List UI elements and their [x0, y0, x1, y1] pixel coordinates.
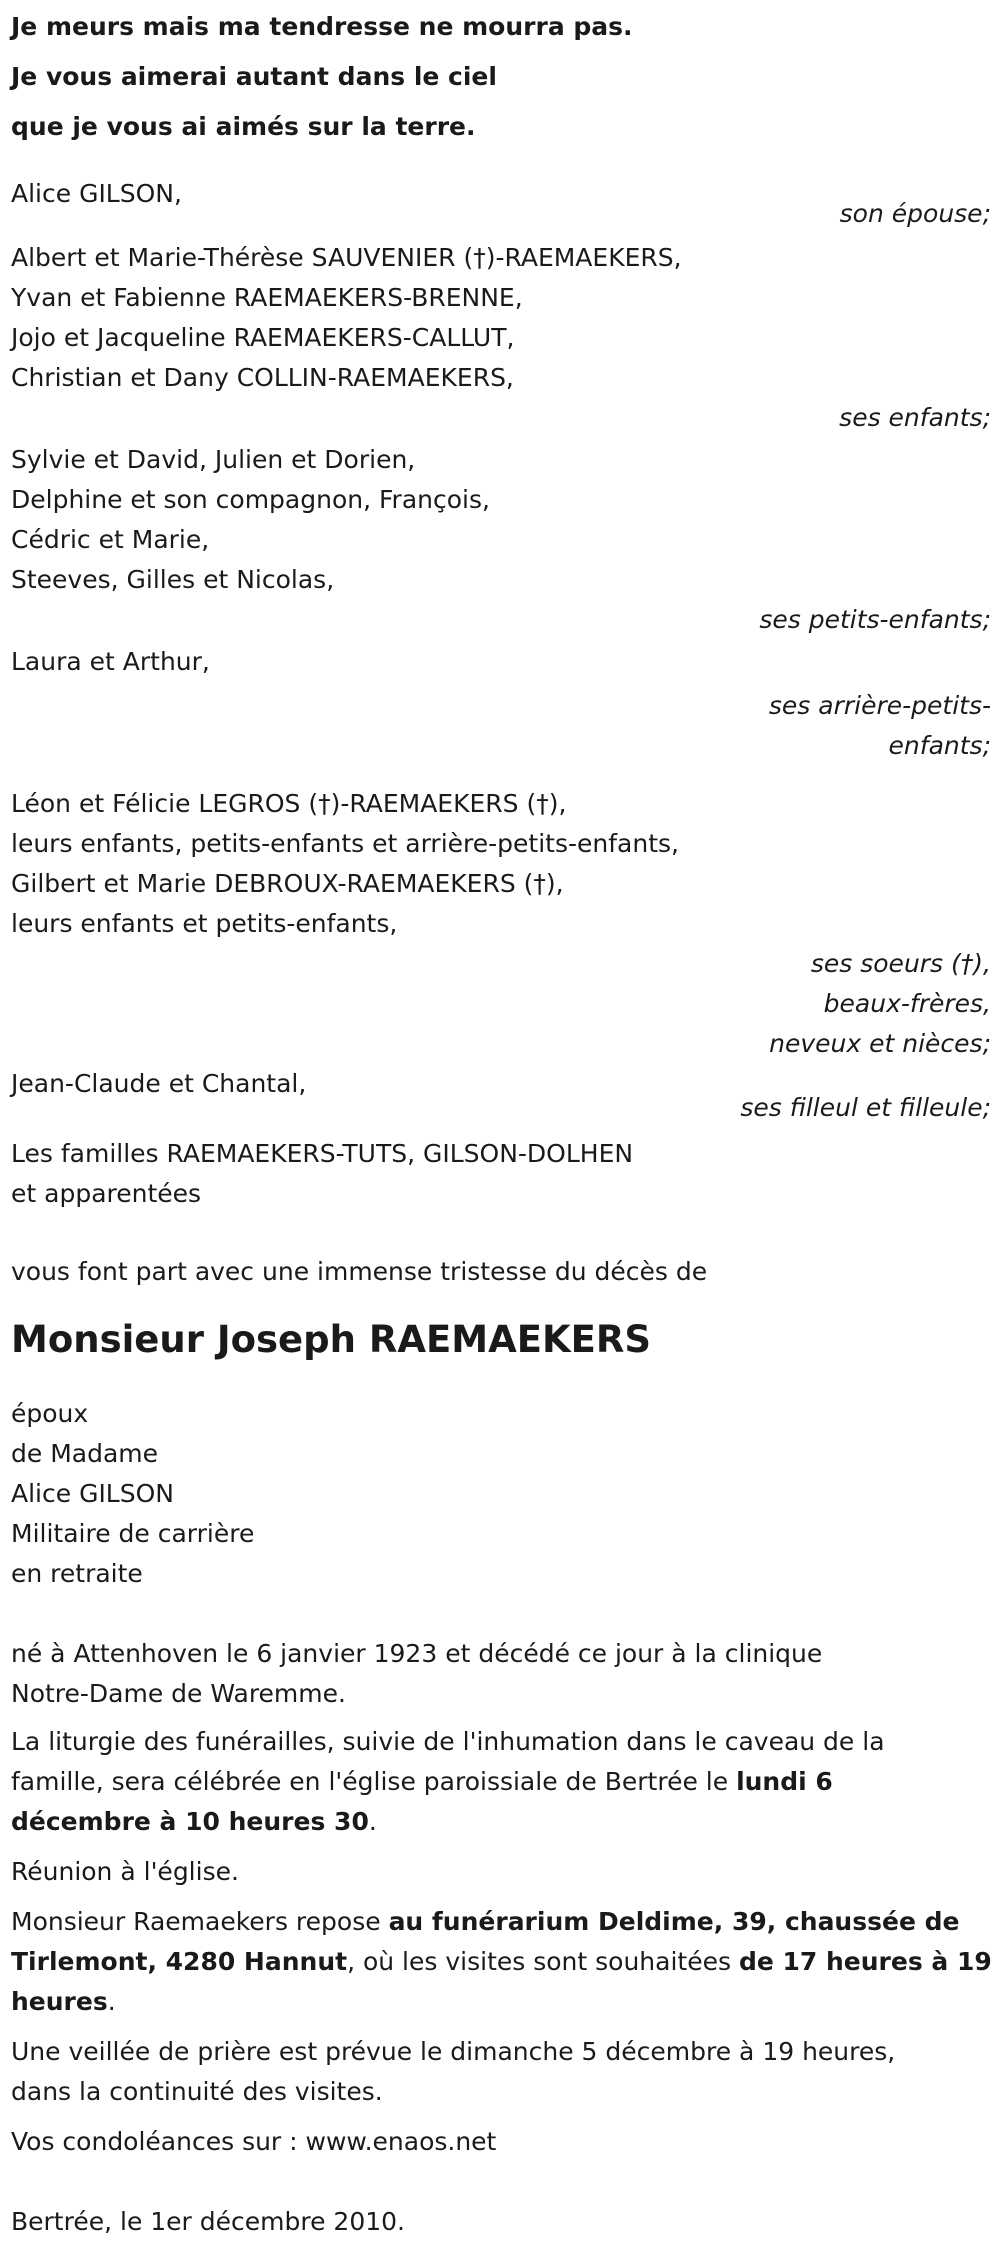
sibling-line: leurs enfants et petits-enfants, [11, 909, 398, 938]
liturgy-text: . [368, 1807, 377, 1836]
repose-line [11, 1982, 991, 2022]
sibling-line: Léon et Félicie LEGROS (†)-RAEMAEKERS (†), [11, 789, 567, 818]
siblings-block [11, 784, 991, 1064]
announce-text: vous font part avec une immense tristesse du décès de [11, 1257, 708, 1286]
families-line: et apparentées [11, 1179, 202, 1208]
meeting-text: Réunion à l'église. [11, 1857, 239, 1886]
deceased-info [11, 1394, 991, 1594]
repose-text: Monsieur Raemaekers repose [11, 1907, 389, 1936]
condolences-text: Vos condoléances sur : www.enaos.net [11, 2127, 497, 2156]
families-block [11, 1134, 991, 1214]
grandchildren-block [11, 440, 991, 640]
children-block [11, 238, 991, 438]
repose-hours-bold: heures [11, 1987, 108, 2016]
child-line: Jojo et Jacqueline RAEMAEKERS-CALLUT, [11, 323, 515, 352]
great-grandchildren-block [11, 642, 991, 766]
child-line: Christian et Dany COLLIN-RAEMAEKERS, [11, 363, 514, 392]
children-role: ses enfants; [839, 403, 991, 432]
grandchild-line: Cédric et Marie, [11, 525, 210, 554]
spouse-role: son épouse; [839, 199, 991, 228]
grandchild-line: Delphine et son compagnon, François, [11, 485, 490, 514]
repose-place-bold: Tirlemont, 4280 Hannut [11, 1947, 348, 1976]
info-line: en retraite [11, 1559, 143, 1588]
sibling-line: Gilbert et Marie DEBROUX-RAEMAEKERS (†), [11, 869, 564, 898]
godchildren-block [11, 1064, 991, 1128]
godchildren-role: ses filleul et filleule; [740, 1093, 991, 1122]
sibling-line: leurs enfants, petits-enfants et arrière-petits-enfants, [11, 829, 679, 858]
vigil-paragraph [11, 2032, 991, 2112]
repose-text: , où les visites sont souhaitées [347, 1947, 739, 1976]
poem-line: Je meurs mais ma tendresse ne mourra pas. [11, 12, 633, 41]
spouse-block [11, 174, 991, 234]
repose-line [11, 1942, 991, 1982]
spouse-name: Alice GILSON, [11, 179, 182, 208]
repose-line [11, 1902, 991, 1942]
liturgy-paragraph [11, 1722, 991, 1842]
repose-paragraph [11, 1902, 991, 2022]
child-line: Yvan et Fabienne RAEMAEKERS-BRENNE, [11, 283, 523, 312]
info-line: époux [11, 1399, 89, 1428]
great-grandchildren-role-line: ses arrière-petits- [768, 691, 991, 720]
siblings-role-line: beaux-frères, [823, 989, 991, 1018]
deceased-name: Monsieur Joseph RAEMAEKERS [11, 1318, 652, 1361]
repose-hours-bold: de 17 heures à 19 [738, 1947, 992, 1976]
obituary-page [0, 2, 1000, 2236]
place-date: Bertrée, le 1er décembre 2010. [11, 2207, 406, 2236]
siblings-role-line: ses soeurs (†), [810, 949, 991, 978]
birth-death-paragraph [11, 1634, 991, 1714]
liturgy-line: La liturgie des funérailles, suivie de l'inhumation dans le caveau de la [11, 1727, 885, 1756]
poem [11, 2, 991, 152]
liturgy-line [11, 1802, 991, 1842]
grandchild-line: Steeves, Gilles et Nicolas, [11, 565, 335, 594]
grandchildren-role: ses petits-enfants; [759, 605, 991, 634]
vigil-line: dans la continuité des visites. [11, 2077, 383, 2106]
repose-text: . [107, 1987, 116, 2016]
birth-line: né à Attenhoven le 6 janvier 1923 et décédé ce jour à la clinique [11, 1639, 823, 1668]
great-grandchildren-role-line: enfants; [888, 731, 991, 760]
birth-line: Notre-Dame de Waremme. [11, 1679, 346, 1708]
grandchild-line: Sylvie et David, Julien et Dorien, [11, 445, 416, 474]
obituary-content [11, 2, 991, 2242]
liturgy-time-bold: décembre à 10 heures 30 [11, 1807, 369, 1836]
godchildren-names: Jean-Claude et Chantal, [11, 1069, 307, 1098]
great-grandchildren-names: Laura et Arthur, [11, 647, 210, 676]
poem-line: Je vous aimerai autant dans le ciel [11, 62, 497, 91]
liturgy-line [11, 1762, 991, 1802]
info-line: Militaire de carrière [11, 1519, 255, 1548]
repose-place-bold: au funérarium Deldime, 39, chaussée de [388, 1907, 960, 1936]
poem-line: que je vous ai aimés sur la terre. [11, 112, 476, 141]
liturgy-text: famille, sera célébrée en l'église paroissiale de Bertrée le [11, 1767, 737, 1796]
vigil-line: Une veillée de prière est prévue le dimanche 5 décembre à 19 heures, [11, 2037, 896, 2066]
families-line: Les familles RAEMAEKERS-TUTS, GILSON-DOLHEN [11, 1139, 634, 1168]
liturgy-date-bold: lundi 6 [736, 1767, 833, 1796]
info-line: Alice GILSON [11, 1479, 174, 1508]
info-line: de Madame [11, 1439, 159, 1468]
child-line: Albert et Marie-Thérèse SAUVENIER (†)-RAEMAEKERS, [11, 243, 682, 272]
siblings-role-line: neveux et nièces; [769, 1029, 991, 1058]
